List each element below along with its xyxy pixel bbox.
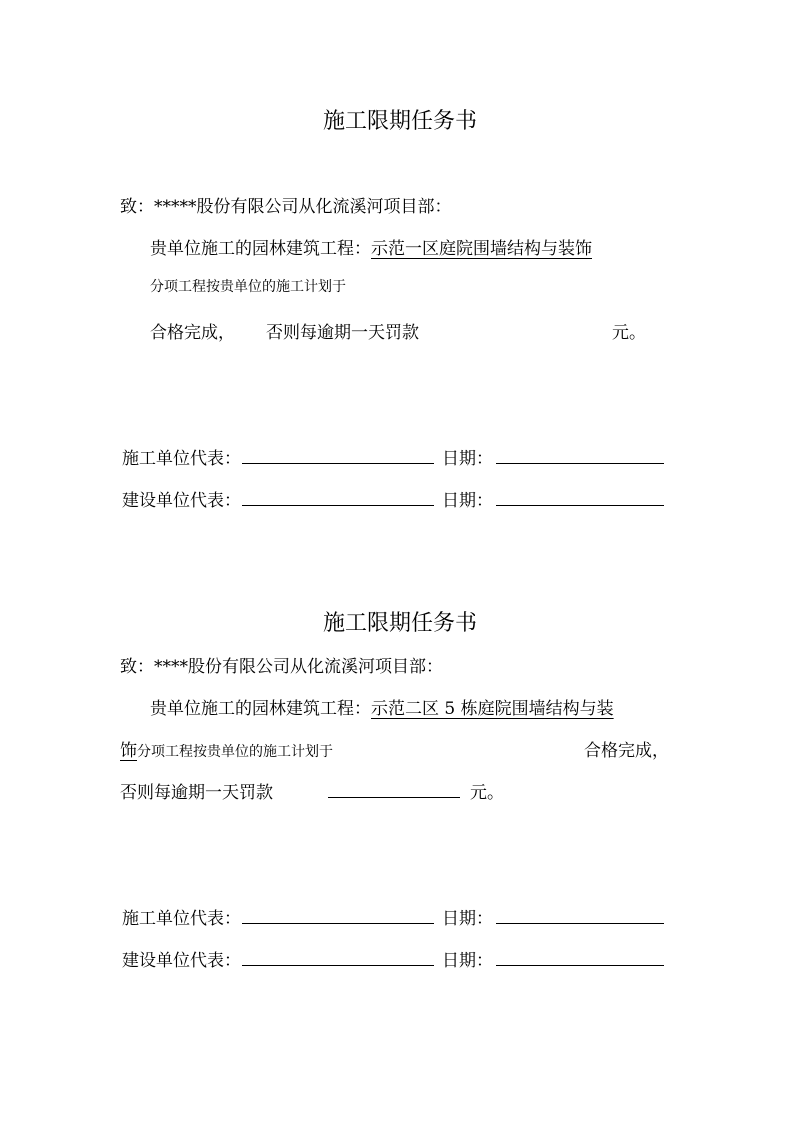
date-label: 日期： bbox=[442, 909, 493, 929]
addressee: 致：****股份有限公司从化流溪河项目部： bbox=[120, 657, 443, 677]
owner-rep-label: 建设单位代表： bbox=[122, 951, 241, 971]
construction-rep-label: 施工单位代表： bbox=[122, 449, 241, 469]
penalty-text: 否则每逾期一天罚款 bbox=[120, 783, 273, 803]
owner-rep-signature-line[interactable] bbox=[242, 965, 434, 966]
penalty-unit: 元。 bbox=[470, 783, 504, 803]
owner-rep-label: 建设单位代表： bbox=[122, 491, 241, 511]
construction-rep-label: 施工单位代表： bbox=[122, 909, 241, 929]
page-title: 施工限期任务书 bbox=[322, 109, 477, 134]
page-title: 施工限期任务书 bbox=[322, 611, 477, 636]
project-prefix: 贵单位施工的园林建筑工程： bbox=[150, 699, 371, 719]
construction-date-line[interactable] bbox=[496, 463, 664, 464]
completion-text: 合格完成， bbox=[584, 741, 669, 761]
paragraph-line-2: 分项工程按贵单位的施工计划于 bbox=[150, 279, 346, 295]
penalty-unit: 元。 bbox=[612, 323, 646, 343]
penalty-amount-line[interactable] bbox=[328, 797, 460, 798]
owner-date-line[interactable] bbox=[496, 965, 664, 966]
addressee: 致：*****股份有限公司从化流溪河项目部： bbox=[120, 197, 452, 217]
completion-text: 合格完成， bbox=[150, 323, 235, 343]
project-prefix: 贵单位施工的园林建筑工程： bbox=[150, 239, 371, 259]
date-label: 日期： bbox=[442, 449, 493, 469]
paragraph-line-1 bbox=[150, 694, 614, 719]
construction-rep-signature-line[interactable] bbox=[242, 463, 434, 464]
owner-date-line[interactable] bbox=[496, 505, 664, 506]
project-name-tail: 饰 bbox=[120, 741, 137, 761]
penalty-text: 否则每逾期一天罚款 bbox=[266, 323, 419, 343]
date-label: 日期： bbox=[442, 491, 493, 511]
plan-text: 分项工程按贵单位的施工计划于 bbox=[137, 744, 333, 760]
construction-rep-signature-line[interactable] bbox=[242, 923, 434, 924]
project-name: 示范二区 5 栋庭院围墙结构与装 bbox=[371, 699, 614, 719]
paragraph-line-1 bbox=[150, 234, 592, 259]
date-label: 日期： bbox=[442, 951, 493, 971]
construction-date-line[interactable] bbox=[496, 923, 664, 924]
owner-rep-signature-line[interactable] bbox=[242, 505, 434, 506]
paragraph-line-2 bbox=[120, 736, 333, 761]
project-name: 示范一区庭院围墙结构与装饰 bbox=[371, 239, 592, 259]
